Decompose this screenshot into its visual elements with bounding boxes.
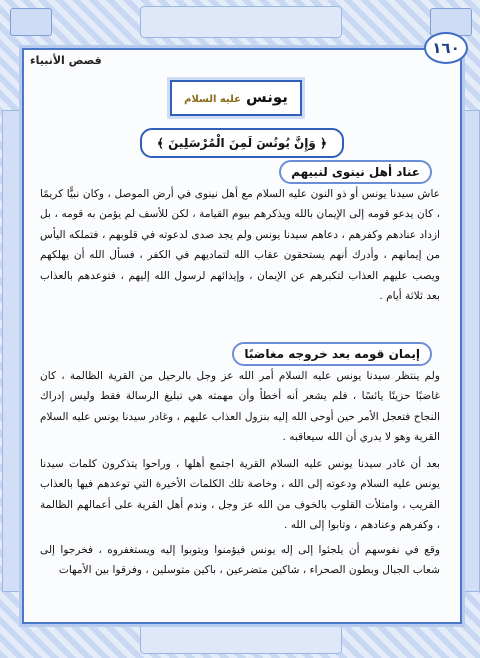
section-paragraph: وقع في نفوسهم أن يلجئوا إلى إله يونس فيؤمنوا ويتوبوا إليه ويستغفروه ، فخرجوا إلى شعاب الجبال وبطون الصحراء ، شاكين متضرعين ، باكين متوسلين ، وفرقوا بين الأمهات bbox=[40, 544, 440, 577]
section-paragraph: ولم ينتظر سيدنا يونس عليه السلام أمر الله عز وجل بالرحيل من القرية الظالمة ، كان غاضبًا حزينًا يائسًا ، فلم يشعر أنه أخطأ وأن مهمته هي تبليغ الرسالة فقط وليس إدراك النجاح فتعجل الأمر حين أوحى الله إليه بنزول العذاب عليهم ، وغادر سيدنا يونس عليه السلام القرية وهو لا يدري أن الله سيعاقبه . bbox=[40, 370, 440, 444]
book-icon bbox=[10, 8, 52, 36]
page-number: ١٦٠ bbox=[424, 32, 468, 64]
section-heading: عناد أهل نينوى لنبيهم bbox=[279, 160, 432, 184]
section-heading: إيمان قومه بعد خروجه مغاضبًا bbox=[232, 342, 432, 366]
chapter-title-box bbox=[170, 80, 302, 116]
book-title: قصص الأنبياء bbox=[30, 54, 102, 67]
title-blessing: عليه السلام bbox=[184, 94, 241, 105]
section-paragraph: بعد أن غادر سيدنا يونس عليه السلام القرية اجتمع أهلها ، وراحوا يتذكرون كلمات سيدنا يونس عليه السلام ودعوته إلى الله ، وخاصة تلك الكلمات الأخيرة التي توعدهم فيها بالعذاب القريب ، وامتلأت القلوب بالخوف من الله عز وجل ، وندم أهل القرية على أعمالهم الظالمة ، وكفرهم وعنادهم ، وتابوا إلى الله . bbox=[40, 458, 440, 532]
left-ornament-panel bbox=[2, 110, 24, 592]
quran-verse: ﴿ وَإِنَّ يُونُسَ لَمِنَ الْمُرْسَلِينَ ﴾ bbox=[140, 128, 344, 158]
section-paragraph: عاش سيدنا يونس أو ذو النون عليه السلام مع أهل نينوى في أرض الموصل ، وكان نبيًّا كريمًا ، كان يدعو قومه إلى الإيمان بالله ويذكرهم بيوم القيامة ، لكن للأسف لم يؤمن به قومه ، بل ازداد عنادهم وكفرهم ، دعاهم سيدنا يونس ولم يجد صدى لدعوته في قلوبهم ، فتملكه اليأس من إيمانهم ، وأدرك أنهم يستحقون عقاب الله لتماديهم في الكفر ، فسأل الله أن يهلكهم ويصب عليهم العذاب لتكبرهم عن الإيمان ، وإيذائهم لرسول الله إليهم ، فتوعدهم بالعذاب بعد ثلاثة أيام . bbox=[40, 188, 440, 303]
bottom-calligraphy-banner bbox=[140, 624, 342, 654]
chapter-title: يونس bbox=[246, 88, 288, 106]
top-calligraphy-banner bbox=[140, 6, 342, 38]
